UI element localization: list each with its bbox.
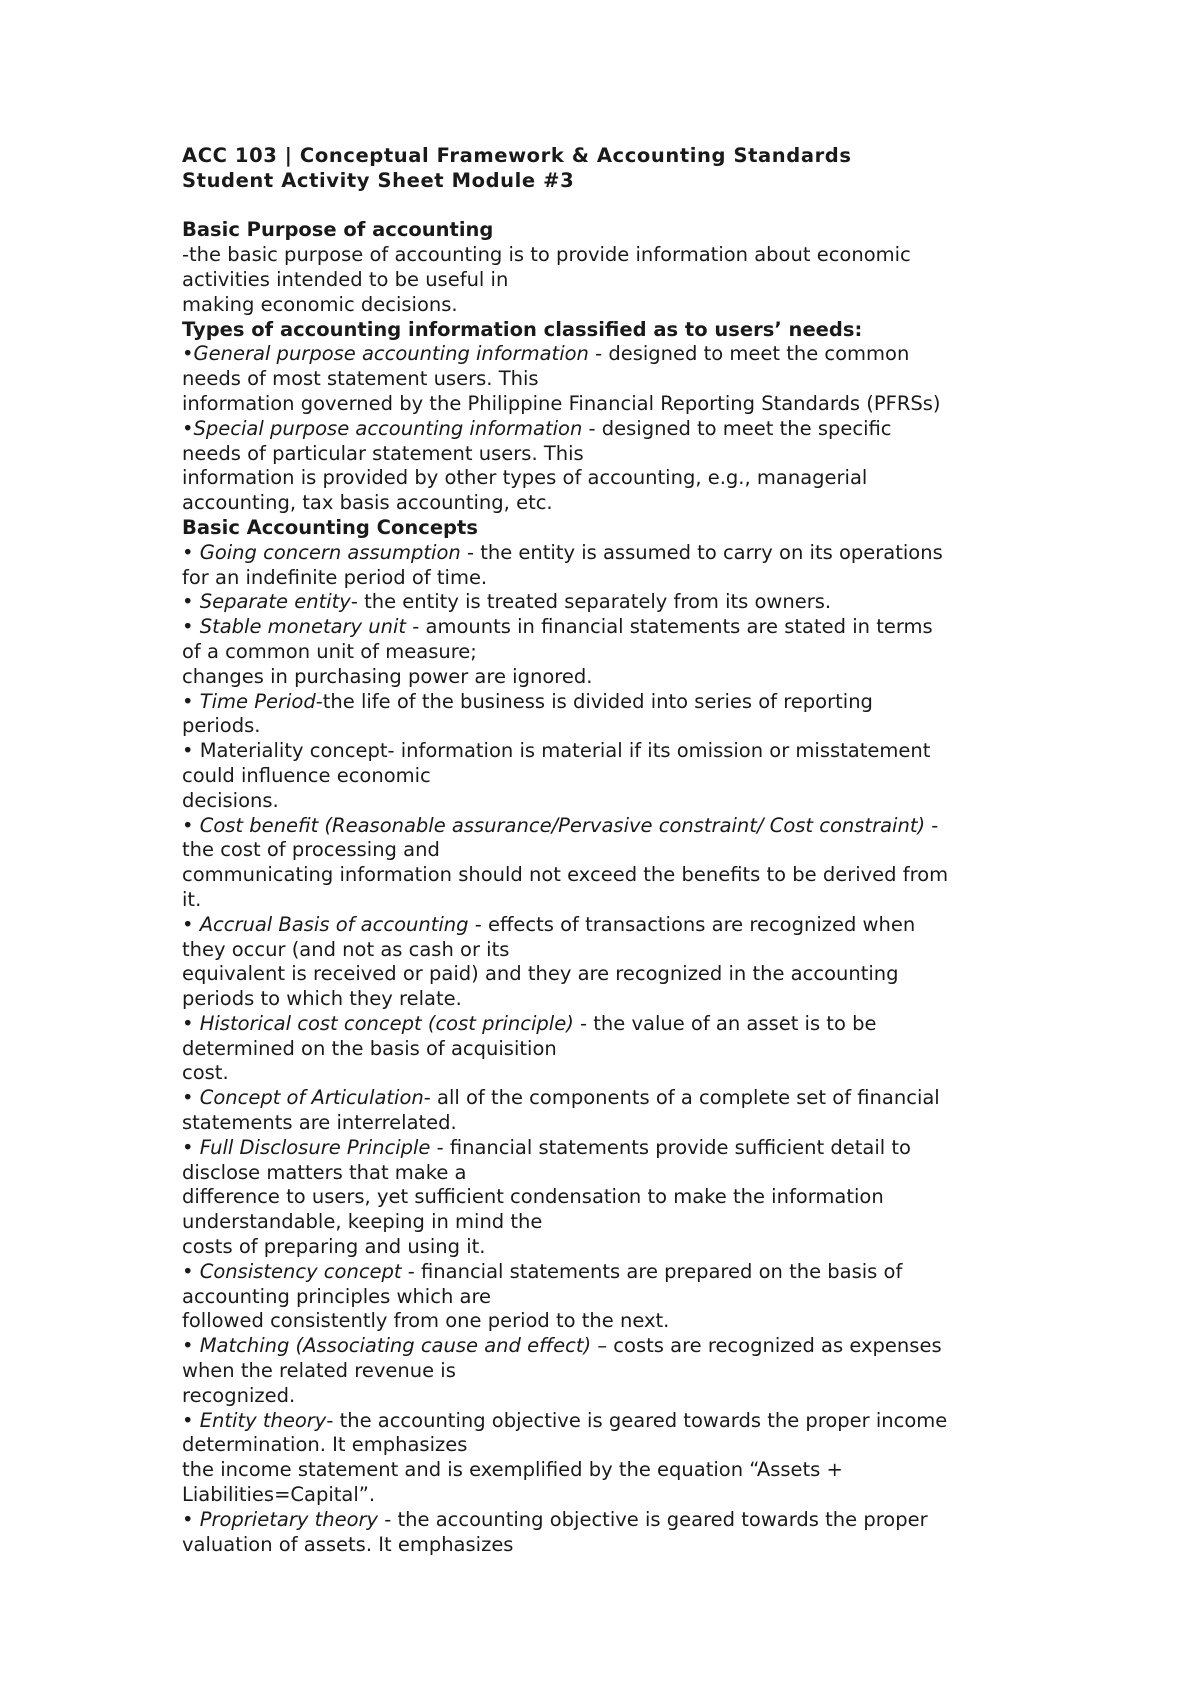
definition: - the accounting objective is geared towards the proper — [378, 1507, 928, 1531]
paragraph-line: statements are interrelated. — [182, 1111, 457, 1135]
paragraph-line: information is provided by other types of accounting, e.g., managerial — [182, 466, 868, 490]
definition: -the life of the business is divided into series of reporting — [315, 689, 873, 713]
paragraph-line: valuation of assets. It emphasizes — [182, 1532, 514, 1556]
list-item-concept — [182, 590, 1062, 615]
paragraph-line: determined on the basis of acquisition — [182, 1036, 557, 1060]
bullet-glyph: • — [182, 1334, 200, 1358]
document-body — [182, 144, 1062, 1557]
paragraph-line: needs of most statement users. This — [182, 367, 539, 391]
list-item-concept — [182, 1086, 1062, 1111]
paragraph-line: information governed by the Philippine Financial Reporting Standards (PFRSs) — [182, 391, 941, 415]
list-item-concept — [182, 541, 1062, 566]
concept-list — [182, 541, 1062, 1558]
list-item-concept — [182, 1136, 1062, 1161]
list-item-concept — [182, 1012, 1062, 1037]
term: Cost benefit (Reasonable assurance/Pervasive constraint/ Cost constraint) — [199, 813, 926, 837]
bullet-glyph: • — [182, 1086, 200, 1110]
term: Accrual Basis of accounting — [199, 912, 469, 936]
term: Special purpose accounting information — [193, 416, 583, 440]
term: Time Period — [199, 689, 316, 713]
list-item-concept — [182, 814, 1062, 839]
list-item-special-purpose — [182, 417, 1062, 442]
definition: - designed to meet the common — [588, 342, 910, 366]
document-subtitle: Student Activity Sheet Module #3 — [182, 168, 575, 192]
definition: - the accounting objective is geared towards the proper income — [326, 1408, 948, 1432]
bullet-glyph: • — [182, 615, 200, 639]
definition: - financial statements provide sufficient detail to — [430, 1135, 911, 1159]
paragraph-line: costs of preparing and using it. — [182, 1235, 486, 1259]
paragraph-line: making economic decisions. — [182, 292, 458, 316]
definition: - all of the components of a complete set of financial — [423, 1086, 940, 1110]
paragraph-line: cost. — [182, 1061, 229, 1085]
term: General purpose accounting information — [193, 342, 589, 366]
list-item-concept — [182, 913, 1062, 938]
term: Proprietary theory — [199, 1507, 379, 1531]
term: Going concern assumption — [199, 540, 461, 564]
paragraph-line: needs of particular statement users. This — [182, 441, 584, 465]
list-item-concept — [182, 1260, 1062, 1285]
paragraph-line: changes in purchasing power are ignored. — [182, 664, 593, 688]
paragraph-line: periods to which they relate. — [182, 987, 462, 1011]
term: Stable monetary unit — [199, 615, 407, 639]
paragraph-line: communicating information should not exceed the benefits to be derived from — [182, 863, 949, 887]
list-item-general-purpose — [182, 342, 1062, 367]
bullet-glyph: • — [182, 1259, 200, 1283]
definition: - financial statements are prepared on the basis of — [401, 1259, 903, 1283]
list-item-concept — [182, 690, 1062, 715]
paragraph-line: recognized. — [182, 1383, 296, 1407]
bullet-glyph: • — [182, 813, 200, 837]
bullet-glyph: • — [182, 590, 200, 614]
term: Separate entity — [199, 590, 351, 614]
paragraph-line: it. — [182, 887, 202, 911]
section-heading-types: Types of accounting information classified as to users’ needs: — [182, 317, 863, 341]
bullet-glyph: • — [182, 540, 200, 564]
paragraph-line: equivalent is received or paid) and they are recognized in the accounting — [182, 962, 899, 986]
bullet-glyph: • — [182, 1408, 200, 1432]
paragraph-line: activities intended to be useful in — [182, 267, 509, 291]
bullet-glyph: • — [182, 342, 194, 366]
definition: - the entity is assumed to carry on its operations — [460, 540, 943, 564]
paragraph-line: when the related revenue is — [182, 1359, 456, 1383]
paragraph-line: for an indefinite period of time. — [182, 565, 488, 589]
bullet-glyph: • — [182, 1507, 200, 1531]
list-item-concept — [182, 739, 1062, 764]
paragraph-line: decisions. — [182, 788, 279, 812]
bullet-glyph: • — [182, 1011, 200, 1035]
term: Entity theory — [199, 1408, 327, 1432]
paragraph-line: determination. It emphasizes — [182, 1433, 468, 1457]
paragraph-line: the cost of processing and — [182, 838, 440, 862]
definition: - — [925, 813, 939, 837]
paragraph-line: they occur (and not as cash or its — [182, 937, 510, 961]
list-item-concept — [182, 615, 1062, 640]
list-item-concept — [182, 1334, 1062, 1359]
definition: - designed to meet the specific — [582, 416, 892, 440]
definition: - the entity is treated separately from its owners. — [350, 590, 832, 614]
list-item-concept — [182, 1508, 1062, 1533]
paragraph-line: accounting, tax basis accounting, etc. — [182, 491, 553, 515]
bullet-glyph: • — [182, 689, 200, 713]
definition: – costs are recognized as expenses — [591, 1334, 942, 1358]
paragraph-line: could influence economic — [182, 763, 431, 787]
definition: - the value of an asset is to be — [573, 1011, 877, 1035]
term: Consistency concept — [199, 1259, 402, 1283]
definition: Materiality concept- information is material if its omission or misstatement — [199, 739, 931, 763]
paragraph-line: of a common unit of measure; — [182, 639, 477, 663]
paragraph-line: -the basic purpose of accounting is to provide information about economic — [182, 243, 911, 267]
section-heading-concepts: Basic Accounting Concepts — [182, 515, 478, 539]
paragraph-line: accounting principles which are — [182, 1284, 492, 1308]
paragraph-line: followed consistently from one period to the next. — [182, 1309, 670, 1333]
paragraph-line: Liabilities=Capital”. — [182, 1483, 376, 1507]
term: Concept of Articulation — [199, 1086, 424, 1110]
definition: - effects of transactions are recognized when — [468, 912, 916, 936]
section-heading-purpose: Basic Purpose of accounting — [182, 218, 494, 242]
paragraph-line: the income statement and is exemplified by the equation “Assets + — [182, 1458, 843, 1482]
spacer — [182, 194, 1062, 219]
bullet-glyph: • — [182, 1135, 200, 1159]
term: Historical cost concept (cost principle) — [199, 1011, 574, 1035]
bullet-glyph: • — [182, 739, 200, 763]
list-item-concept — [182, 1409, 1062, 1434]
document-title: ACC 103 | Conceptual Framework & Accounting Standards — [182, 144, 852, 167]
bullet-glyph: • — [182, 912, 200, 936]
term: Full Disclosure Principle — [199, 1135, 431, 1159]
paragraph-line: periods. — [182, 714, 261, 738]
paragraph-line: difference to users, yet sufficient condensation to make the information — [182, 1185, 884, 1209]
paragraph-line: disclose matters that make a — [182, 1160, 467, 1184]
definition: - amounts in financial statements are stated in terms — [406, 615, 933, 639]
term: Matching (Associating cause and effect) — [199, 1334, 592, 1358]
bullet-glyph: • — [182, 416, 194, 440]
paragraph-line: understandable, keeping in mind the — [182, 1210, 543, 1234]
